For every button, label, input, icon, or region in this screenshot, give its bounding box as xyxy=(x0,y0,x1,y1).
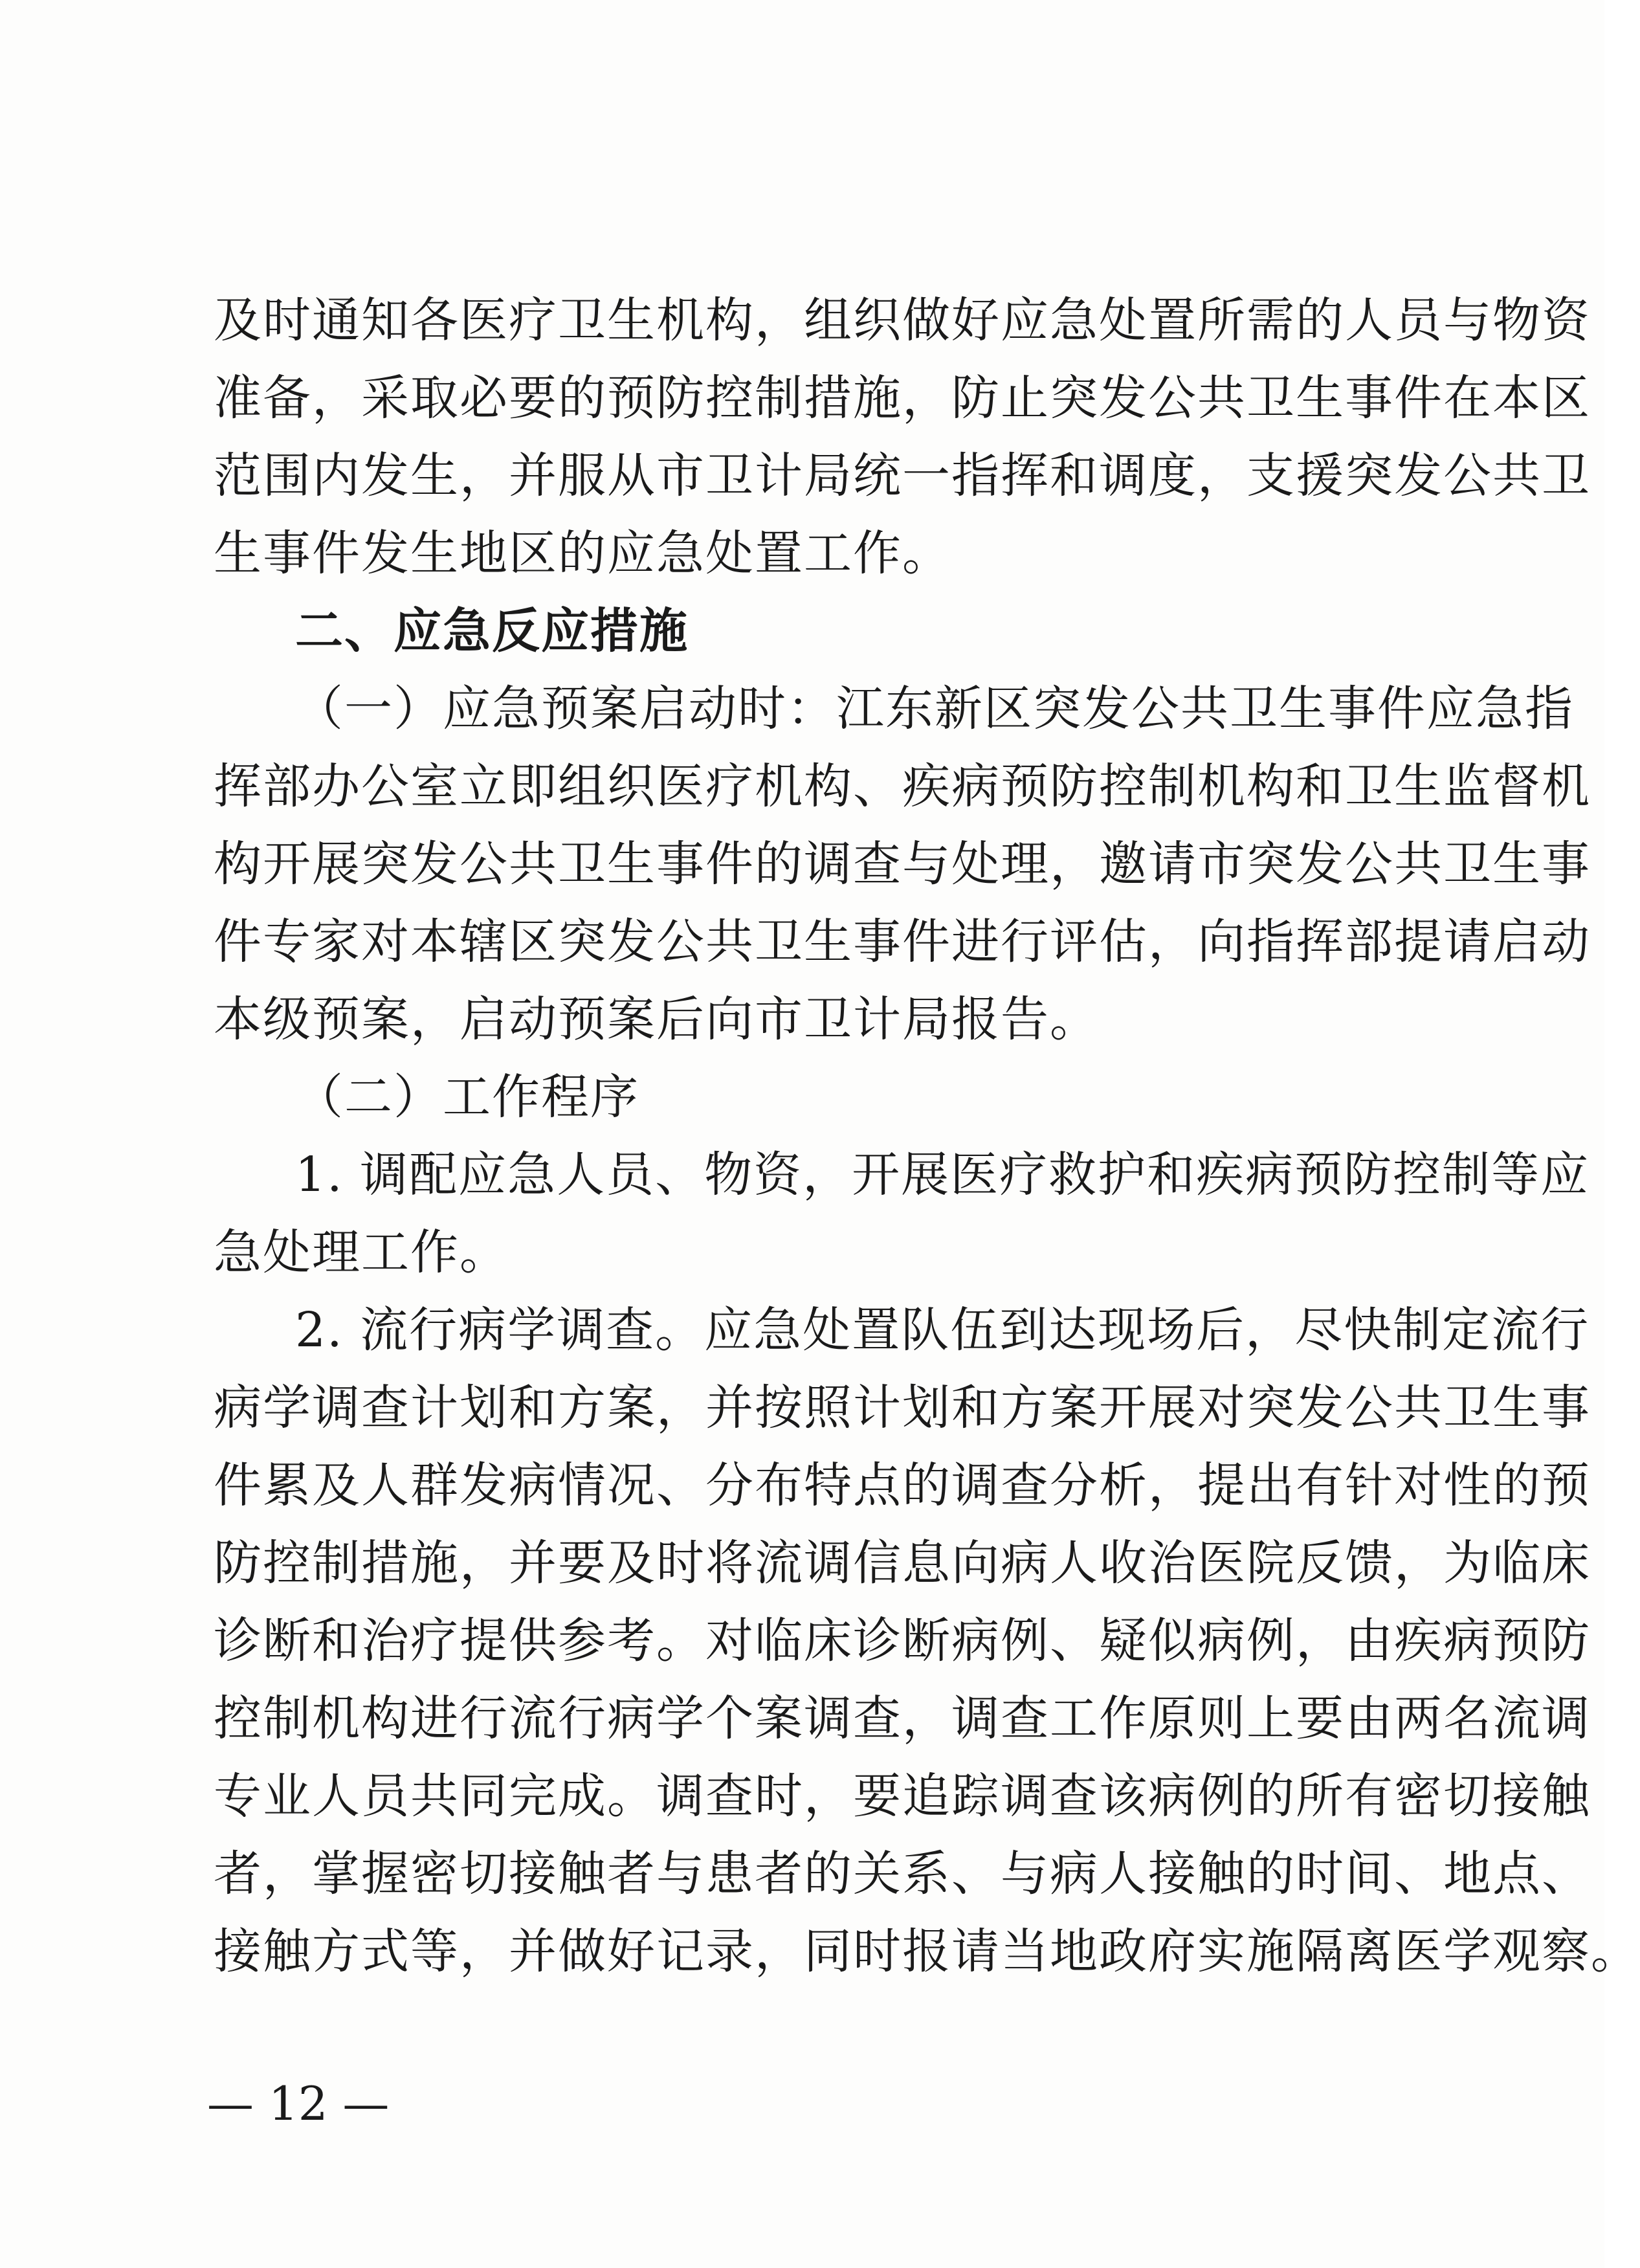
body-line: 1. 调配应急人员、物资，开展医疗救护和疾病预防控制等应 xyxy=(295,1147,1590,1203)
body-line: 控制机构进行流行病学个案调查，调查工作原则上要由两名流调 xyxy=(214,1691,1591,1746)
body-line: 专业人员共同完成。调查时，要追踪调查该病例的所有密切接触 xyxy=(214,1768,1591,1824)
body-line: 生事件发生地区的应急处置工作。 xyxy=(214,526,951,581)
section-heading: 二、应急反应措施 xyxy=(295,603,689,659)
body-line: 2. 流行病学调查。应急处置队伍到达现场后，尽快制定流行 xyxy=(295,1302,1590,1358)
body-line: 构开展突发公共卫生事件的调查与处理，邀请市突发公共卫生事 xyxy=(214,836,1591,892)
body-line: 准备，采取必要的预防控制措施，防止突发公共卫生事件在本区 xyxy=(214,370,1591,426)
body-line: （一）应急预案启动时：江东新区突发公共卫生事件应急指 xyxy=(295,681,1574,737)
body-line: 及时通知各医疗卫生机构，组织做好应急处置所需的人员与物资 xyxy=(214,293,1591,348)
body-line: 者，掌握密切接触者与患者的关系、与病人接触的时间、地点、 xyxy=(214,1846,1591,1902)
body-line: 件累及人群发病情况、分布特点的调查分析，提出有针对性的预 xyxy=(214,1458,1591,1513)
body-line: 接触方式等，并做好记录，同时报请当地政府实施隔离医学观察。 xyxy=(214,1924,1640,1979)
body-line: 挥部办公室立即组织医疗机构、疾病预防控制机构和卫生监督机 xyxy=(214,759,1591,814)
page-number: — 12 — xyxy=(207,2076,390,2131)
body-line: 范围内发生，并服从市卫计局统一指挥和调度，支援突发公共卫 xyxy=(214,448,1591,504)
body-line: 件专家对本辖区突发公共卫生事件进行评估，向指挥部提请启动 xyxy=(214,914,1591,970)
subsection-heading: （二）工作程序 xyxy=(295,1069,639,1125)
body-line: 急处理工作。 xyxy=(214,1225,509,1280)
body-line: 本级预案，启动预案后向市卫计局报告。 xyxy=(214,992,1099,1047)
body-line: 病学调查计划和方案，并按照计划和方案开展对突发公共卫生事 xyxy=(214,1380,1591,1436)
body-line: 诊断和治疗提供参考。对临床诊断病例、疑似病例，由疾病预防 xyxy=(214,1613,1591,1669)
body-line: 防控制措施，并要及时将流调信息向病人收治医院反馈，为临床 xyxy=(214,1535,1591,1591)
